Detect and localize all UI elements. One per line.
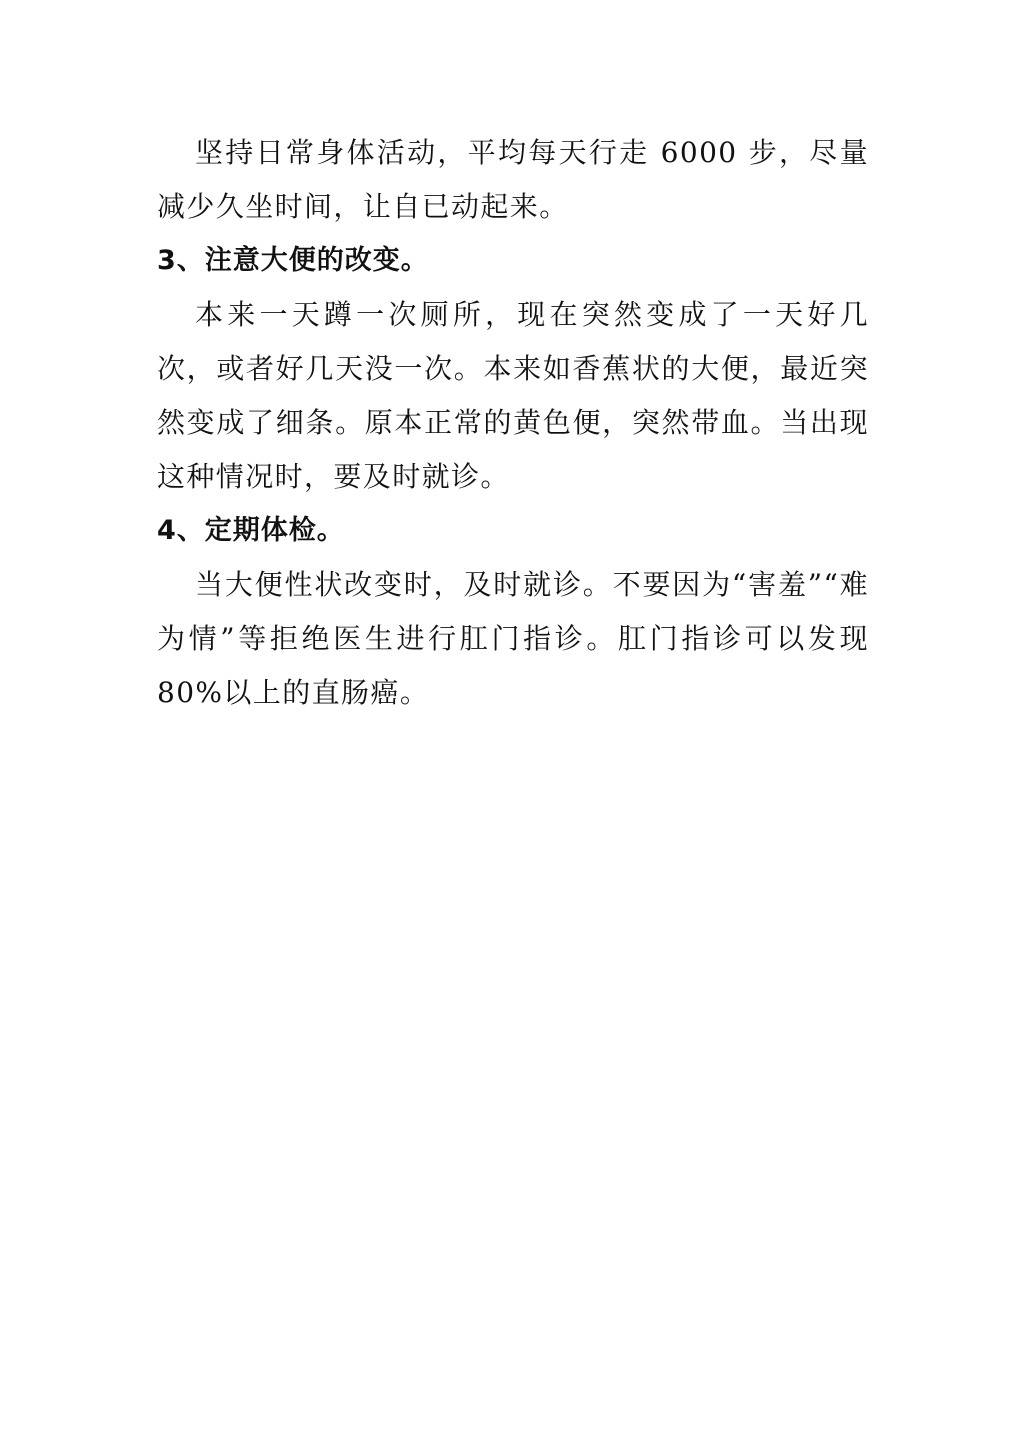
paragraph-stool-changes: 本来一天蹲一次厕所，现在突然变成了一天好几次，或者好几天没一次。本来如香蕉状的大便，最近突然变成了细条。原本正常的黄色便，突然带血。当出现这种情况时，要及时就诊。 (157, 298, 869, 493)
heading-stool-changes: 3、注意大便的改变。 (157, 245, 429, 276)
document-body (157, 126, 869, 720)
paragraph-physical-activity: 坚持日常身体活动，平均每天行走 6000 步，尽量减少久坐时间，让自已动起来。 (157, 136, 869, 223)
paragraph-regular-checkup: 当大便性状改变时，及时就诊。不要因为“害羞”“难为情”等拒绝医生进行肛门指诊。肛门指诊可以发现 80%以上的直肠癌。 (157, 568, 869, 709)
heading-regular-checkup: 4、定期体检。 (157, 515, 345, 546)
